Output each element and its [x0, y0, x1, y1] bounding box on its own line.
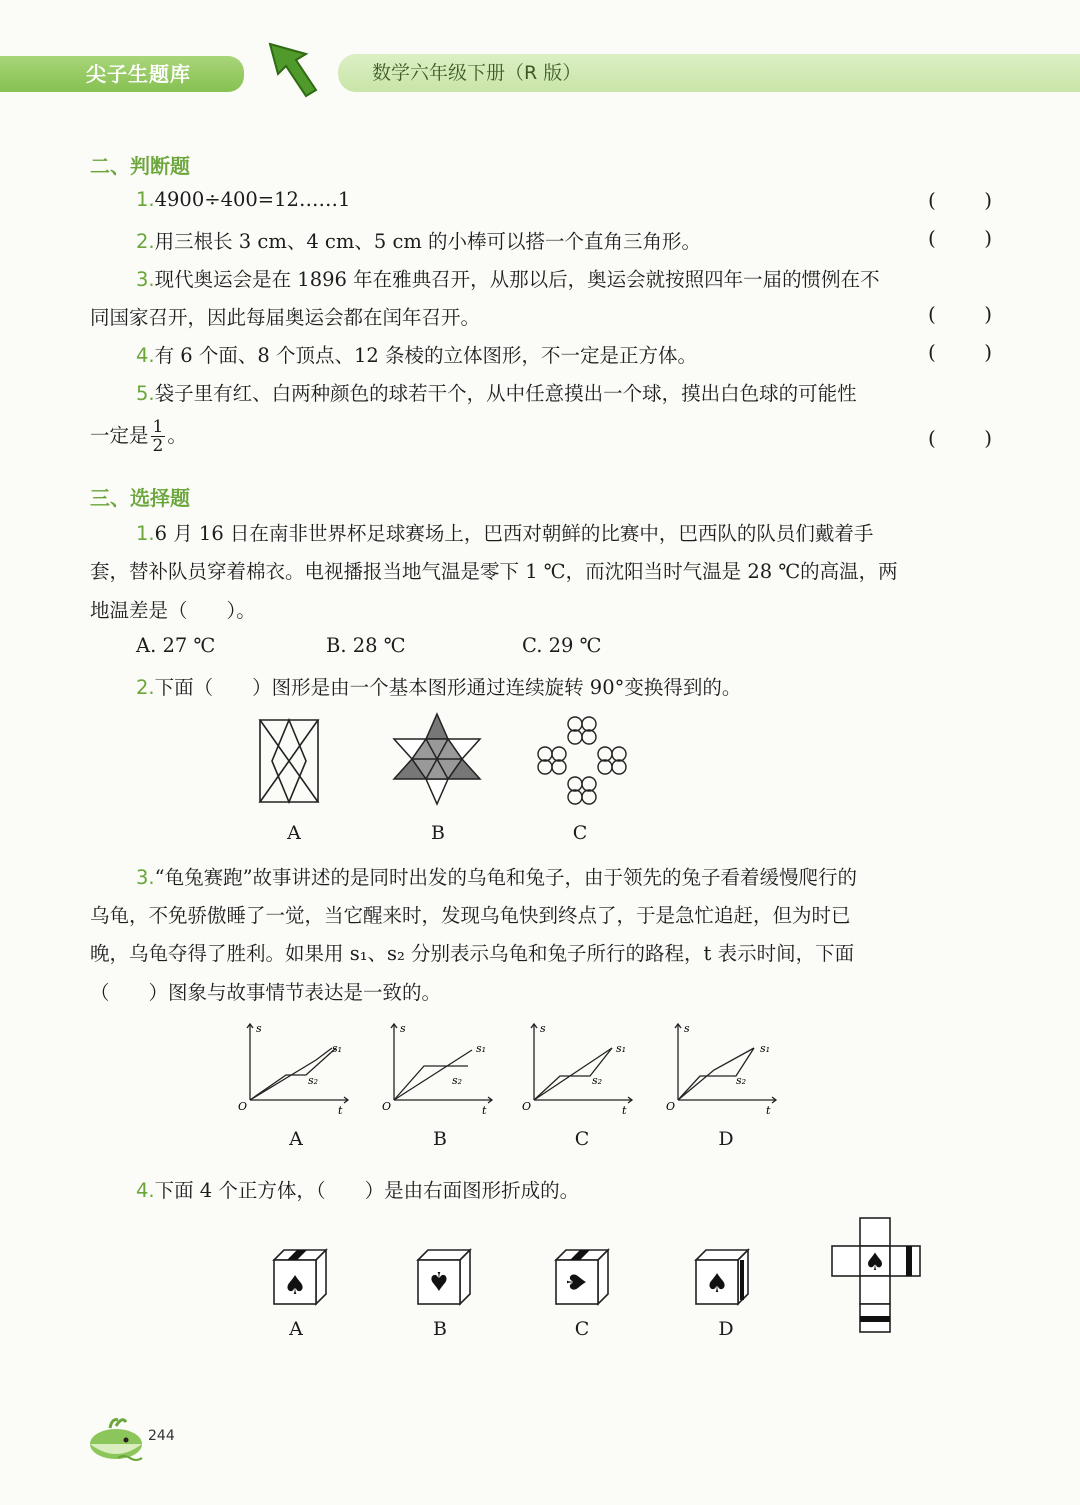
item-text: 袋子里有红、白两种颜色的球若干个，从中任意摸出一个球，摸出白色球的可能性	[154, 382, 857, 405]
judge-item-5-cont: 一定是 $\frac{1}{2}$ 。	[90, 417, 187, 456]
item-number: 1.	[136, 522, 155, 545]
book-series-tab: 尖子生题库	[0, 56, 244, 92]
judge-item-1	[136, 188, 350, 211]
svg-text:s₂: s₂	[736, 1074, 747, 1087]
graph-label-d: D	[718, 1128, 734, 1150]
judge-item-3-cont: 同国家召开，因此每届奥运会都在闰年召开。	[90, 306, 481, 329]
subject-banner: 数学六年级下册（R 版）	[338, 54, 1080, 92]
judge-item-2	[136, 226, 701, 254]
svg-text:s₁: s₁	[332, 1042, 343, 1055]
choice-q1-line2: 套，替补队员穿着棉衣。电视播报当地气温是零下 1 ℃，而沈阳当时气温是 28 ℃的高温，两	[90, 560, 898, 583]
graph-a	[236, 1020, 356, 1117]
choice-q4: 4.下面 4 个正方体，（ ）是由右面图形折成的。	[136, 1179, 580, 1202]
option-c: C. 29 ℃	[522, 634, 602, 657]
svg-text:t: t	[482, 1104, 487, 1117]
whale-mascot-icon	[88, 1414, 148, 1460]
item-text: 现代奥运会是在 1896 年在雅典召开，从那以后，奥运会就按照四年一届的惯例在不	[154, 268, 880, 291]
cube-c	[554, 1248, 610, 1306]
answer-parens: ( )	[928, 426, 992, 450]
graph-c	[520, 1020, 640, 1117]
svg-text:s₁: s₁	[616, 1042, 627, 1055]
cube-label-c: C	[574, 1318, 590, 1340]
answer-parens: ( )	[928, 188, 992, 212]
cube-a	[272, 1248, 328, 1306]
svg-text:♠: ♠	[427, 1265, 451, 1295]
svg-text:s: s	[540, 1022, 546, 1035]
item-number: 1.	[136, 188, 155, 211]
svg-text:O: O	[666, 1100, 676, 1113]
svg-text:s₂: s₂	[452, 1074, 463, 1087]
item-number: 5.	[136, 382, 155, 405]
choice-q1-line1: 1.6 月 16 日在南非世界杯足球赛场上，巴西对朝鲜的比赛中，巴西队的队员们戴着手	[136, 522, 874, 545]
cube-b	[416, 1248, 472, 1306]
svg-text:s₁: s₁	[760, 1042, 771, 1055]
svg-text:♠: ♠	[560, 1270, 590, 1294]
item-number: 3.	[136, 866, 155, 889]
figure-label-b: B	[431, 822, 445, 844]
judge-item-3	[136, 264, 880, 292]
item-text: 4900÷400=12……1	[154, 188, 351, 211]
svg-text:s: s	[684, 1022, 690, 1035]
page-number: 244	[148, 1428, 175, 1444]
graph-label-a: A	[289, 1128, 303, 1150]
section-title-choice: 三、选择题	[90, 486, 190, 510]
arrow-icon	[266, 42, 318, 98]
item-number: 2.	[136, 676, 155, 699]
choice-q1-line3: 地温差是（ ）。	[90, 599, 256, 622]
answer-parens: ( )	[928, 302, 992, 326]
graph-label-b: B	[433, 1128, 447, 1150]
svg-text:t: t	[338, 1104, 343, 1117]
cube-label-b: B	[433, 1318, 447, 1340]
figure-b-star	[392, 712, 482, 806]
section-title-judge: 二、判断题	[90, 154, 190, 178]
svg-text:s₂: s₂	[308, 1074, 319, 1087]
item-text: 有 6 个面、8 个顶点、12 条棱的立体图形，不一定是正方体。	[154, 344, 698, 367]
svg-text:s₁: s₁	[476, 1042, 487, 1055]
svg-text:t: t	[622, 1104, 627, 1117]
svg-text:♠: ♠	[705, 1269, 729, 1299]
choice-q3-line3: 晚，乌龟夺得了胜利。如果用 s₁、s₂ 分别表示乌龟和兔子所行的路程，t 表示时间，下面	[90, 942, 855, 965]
option-b: B. 28 ℃	[326, 634, 406, 657]
figure-c-clovers	[534, 714, 630, 806]
svg-text:t: t	[766, 1104, 771, 1117]
option-a: A. 27 ℃	[136, 634, 216, 657]
svg-text:s: s	[256, 1022, 262, 1035]
svg-text:O: O	[382, 1100, 392, 1113]
choice-q3-line2: 乌龟，不免骄傲睡了一觉，当它醒来时，发现乌龟快到终点了，于是急忙追赶，但为时已	[90, 904, 851, 927]
choice-q3-line1: 3.“龟兔赛跑”故事讲述的是同时出发的乌龟和兔子，由于领先的兔子看着缓慢爬行的	[136, 866, 858, 889]
svg-text:♠: ♠	[283, 1271, 307, 1301]
figure-a-diamonds	[256, 716, 322, 806]
figure-label-a: A	[287, 822, 301, 844]
figure-label-c: C	[572, 822, 588, 844]
cube-net	[830, 1216, 922, 1336]
cube-label-a: A	[289, 1318, 303, 1340]
svg-text:♠: ♠	[864, 1248, 886, 1276]
svg-text:O: O	[238, 1100, 248, 1113]
graph-b	[380, 1020, 500, 1117]
choice-q2: 2.下面（ ）图形是由一个基本图形通过连续旋转 90°变换得到的。	[136, 676, 742, 699]
answer-parens: ( )	[928, 226, 992, 250]
cube-label-d: D	[718, 1318, 734, 1340]
graph-label-c: C	[574, 1128, 590, 1150]
item-number: 2.	[136, 230, 155, 253]
item-number: 3.	[136, 268, 155, 291]
choice-q3-line4: （ ）图象与故事情节表达是一致的。	[90, 981, 442, 1004]
fraction-one-half: $\frac{1}{2}$	[152, 417, 164, 456]
answer-parens: ( )	[928, 340, 992, 364]
judge-item-4	[136, 340, 697, 368]
graph-d	[664, 1020, 784, 1117]
item-number: 4.	[136, 1179, 155, 1202]
svg-text:s₂: s₂	[592, 1074, 603, 1087]
svg-text:s: s	[400, 1022, 406, 1035]
svg-text:O: O	[522, 1100, 532, 1113]
judge-item-5	[136, 378, 857, 406]
cube-d	[694, 1248, 750, 1306]
item-number: 4.	[136, 344, 155, 367]
item-text: 用三根长 3 cm、4 cm、5 cm 的小棒可以搭一个直角三角形。	[154, 230, 702, 253]
